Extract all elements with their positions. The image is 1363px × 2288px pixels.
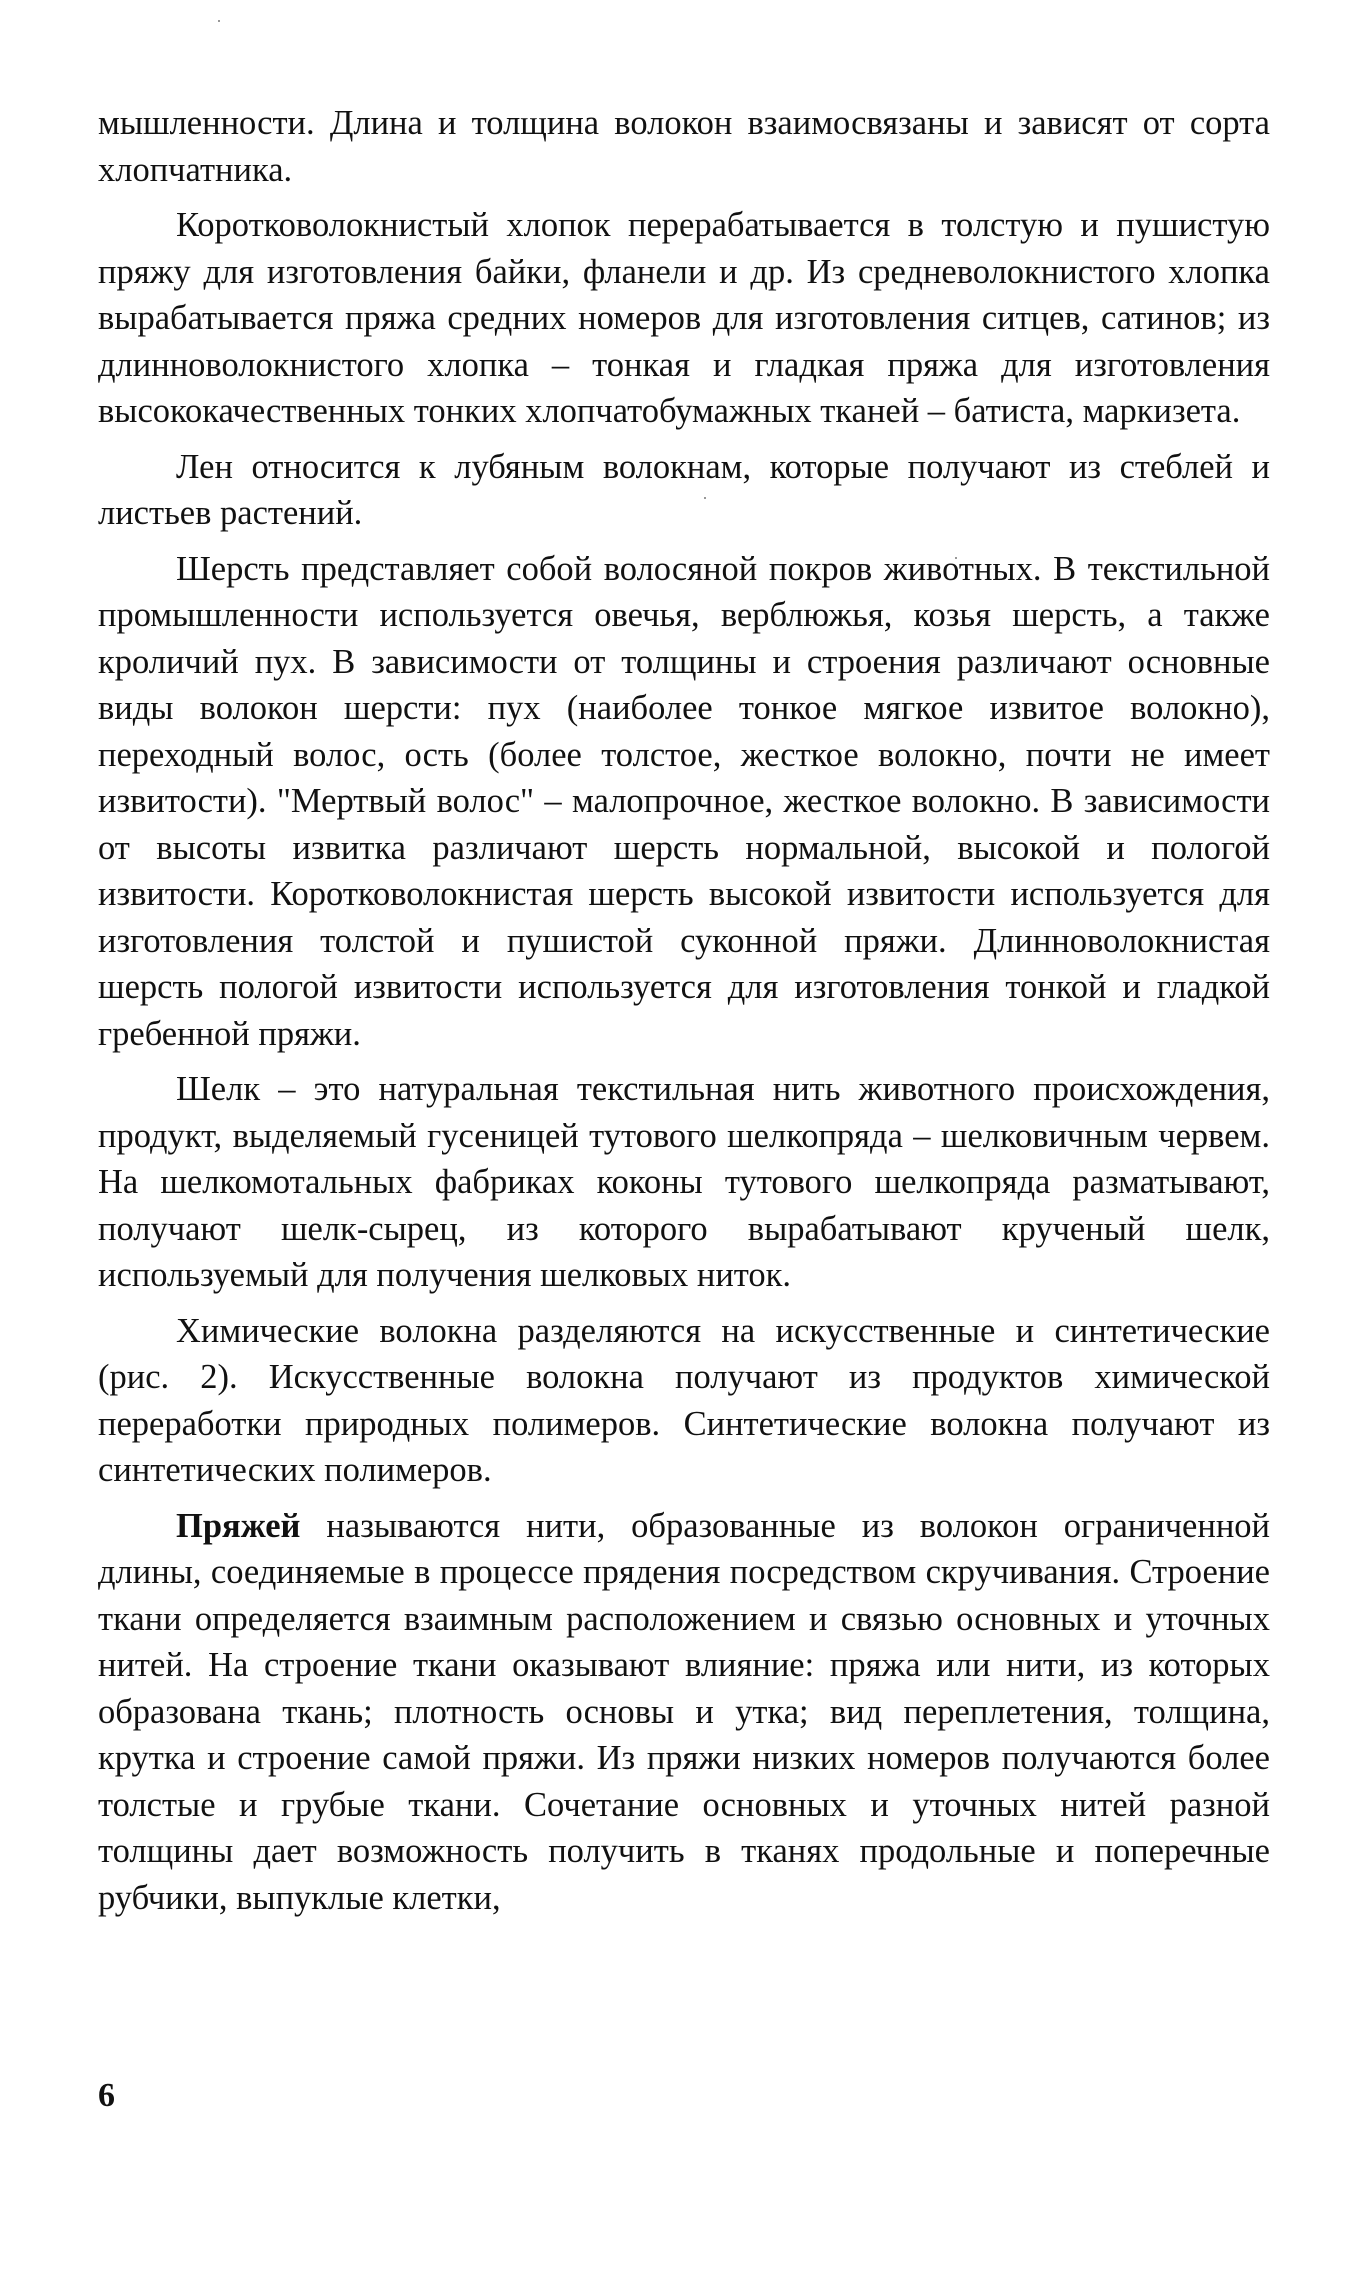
paragraph-1-text: мышленности. Длина и толщина волокон взаимосвязаны и зависят от сорта хлопчатника. [98, 104, 1270, 189]
paragraph-2 [98, 202, 1270, 435]
term-bold: Пряжей [176, 1506, 301, 1545]
paragraph-4-text: Шерсть представляет собой волосяной покров животных. В текстильной промышленности используется овечья, верблюжья, козья шерсть, а также кроличий пух. В зависимости от толщины и строения различают основные виды волокон шерсти: пух (наиболее тонкое мягкое извитое волокно), переходный волос, ость (более толстое, жесткое волокно, почти не имеет извитости). "Мертвый волос" – малопрочное, жесткое волокно. В зависимости от высоты извитка различают шерсть нормальной, высокой и пологой извитости. Коротковолокнистая шерсть высокой извитости используется для изготовления толстой и пушистой суконной пряжи. Длинноволокнистая шерсть пологой извитости используется для изготовления тонкой и гладкой гребенной пряжи. [98, 549, 1270, 1053]
paragraph-5-text: Шелк – это натуральная текстильная нить животного происхождения, продукт, выделяемый гусеницей тутового шелкопряда – шелковичным червем. На шелкомотальных фабриках коконы тутового шелкопряда разматывают, получают шелк-сырец, из которого вырабатывают крученый шелк, используемый для получения шелковых ниток. [98, 1070, 1270, 1294]
paragraph-7 [98, 1503, 1270, 1922]
paragraph-3 [98, 444, 1270, 537]
page-number: 6 [98, 2077, 115, 2114]
paragraph-7-text: называются нити, образованные из волокон ограниченной длины, соединяемые в процессе прядения посредством скручивания. Строение ткани определяется взаимным расположением и связью основных и уточных нитей. На строение ткани оказывают влияние: пряжа или нити, из которых образована ткань; плотность основы и утка; вид переплетения, толщина, крутка и строение самой пряжи. Из пряжи низких номеров получаются более толстые и грубые ткани. Сочетание основных и уточных нитей разной толщины дает возможность получить в тканях продольные и поперечные рубчики, выпуклые клетки, [98, 1506, 1270, 1917]
scan-speck [218, 20, 220, 22]
paragraph-1 [98, 100, 1270, 193]
paragraph-5 [98, 1066, 1270, 1299]
paragraph-6-text: Химические волокна разделяются на искусственные и синтетические (рис. 2). Искусственные волокна получают из продуктов химической переработки природных полимеров. Синтетические волокна получают из синтетических полимеров. [98, 1311, 1270, 1489]
paragraph-3-text: Лен относится к лубяным волокнам, которые получают из стеблей и листьев растений. [98, 447, 1270, 532]
paragraph-6 [98, 1308, 1270, 1494]
page-body [98, 100, 1270, 1930]
paragraph-2-text: Коротковолокнистый хлопок перерабатывается в толстую и пушистую пряжу для изготовления байки, фланели и др. Из средневолокнистого хлопка вырабатывается пряжа средних номеров для изготовления ситцев, сатинов; из длинноволокнистого хлопка – тонкая и гладкая пряжа для изготовления высококачественных тонких хлопчатобумажных тканей – батиста, маркизета. [98, 206, 1270, 430]
paragraph-4 [98, 546, 1270, 1058]
